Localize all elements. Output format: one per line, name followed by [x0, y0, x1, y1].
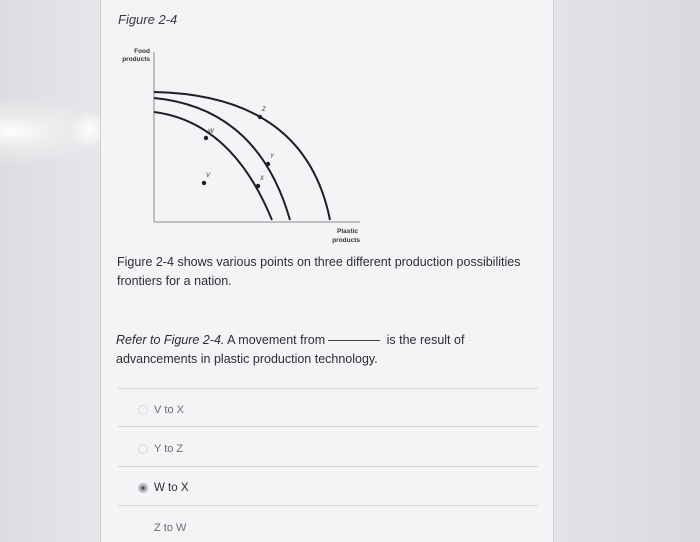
- x-axis-label-line2: products: [332, 237, 360, 244]
- question-text-after-blank: is the result of advancements in plastic production technology.: [116, 333, 465, 366]
- point-x-label: X: [260, 176, 265, 182]
- option-y-to-z[interactable]: [138, 443, 183, 455]
- option-z-to-w[interactable]: [138, 522, 186, 534]
- point-w-label: W: [208, 129, 214, 135]
- option-w-to-x[interactable]: [138, 482, 189, 494]
- divider-4: [118, 505, 538, 506]
- option-label: V to X: [154, 404, 184, 416]
- divider-3: [118, 466, 538, 467]
- ppf-chart-svg: [100, 40, 360, 250]
- point-w: [204, 136, 208, 140]
- point-x: [256, 184, 260, 188]
- y-axis-label-line1: Food: [134, 48, 150, 55]
- point-z-label: Z: [262, 107, 266, 113]
- question-text-before-blank: A movement from: [224, 333, 326, 347]
- answer-blank: [328, 340, 380, 341]
- option-label: Y to Z: [154, 443, 184, 455]
- divider-2: [118, 426, 538, 427]
- question-figure-reference: Refer to Figure 2-4.: [116, 333, 225, 347]
- divider-1: [118, 388, 538, 389]
- point-y-label: Y: [270, 154, 275, 160]
- figure-title: Figure 2-4: [118, 12, 178, 27]
- point-v-label: V: [206, 173, 211, 179]
- option-label: W to X: [154, 482, 189, 494]
- option-v-to-x[interactable]: [138, 404, 184, 416]
- ppf-curve-outer: [154, 92, 330, 220]
- option-label: Z to W: [154, 522, 187, 534]
- question-text: [116, 331, 541, 369]
- radio-button[interactable]: [138, 405, 148, 415]
- figure-description: Figure 2-4 shows various points on three different production possibilities frontiers for a nation.: [117, 255, 521, 288]
- y-axis-label-line2: products: [122, 56, 150, 63]
- x-axis-label-line1: Plastic: [337, 228, 358, 235]
- point-y: [266, 162, 270, 166]
- point-v: [202, 181, 206, 185]
- radio-button-selected[interactable]: [138, 483, 148, 493]
- radio-button[interactable]: [138, 444, 148, 454]
- ppf-graph: [100, 40, 360, 255]
- radio-button[interactable]: [138, 523, 148, 533]
- point-z: [258, 115, 262, 119]
